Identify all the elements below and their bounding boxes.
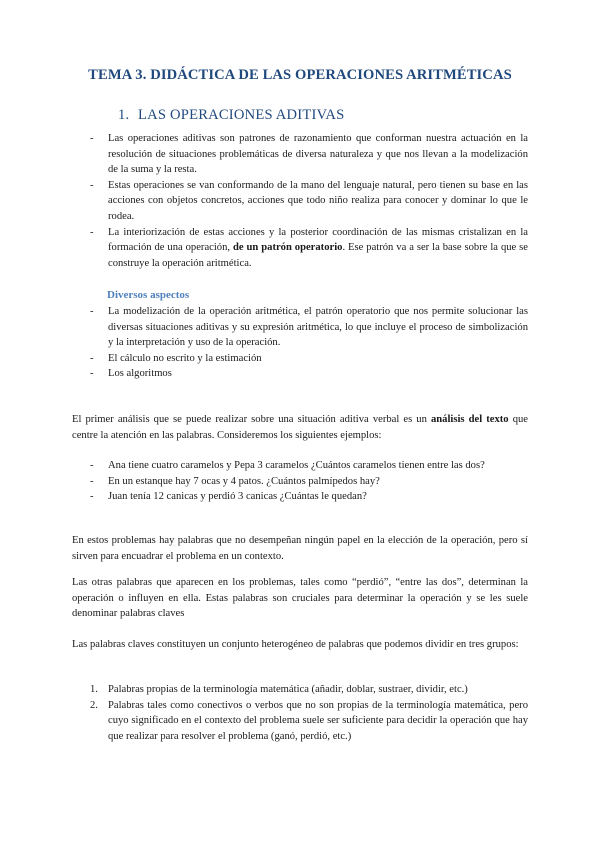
list-item: - Los algoritmos bbox=[90, 368, 172, 380]
section-heading-text: LAS OPERACIONES ADITIVAS bbox=[138, 107, 345, 123]
list-item: - Ana tiene cuatro caramelos y Pepa 3 caramelos ¿Cuántos caramelos tienen entre las dos? bbox=[90, 460, 485, 471]
list-item: - Estas operaciones se van conformando de la mano del lenguaje natural, pero tienen su base en las acciones con objetos concretos, acciones que todo niño realiza para conocer y dominar lo que le rodea. bbox=[90, 179, 528, 222]
bold-term: análisis del texto bbox=[430, 414, 509, 425]
groups-numbered-list bbox=[90, 682, 528, 744]
section-heading bbox=[118, 108, 344, 124]
list-item: 2. Palabras tales como conectivos o verbos que no son propias de la terminología matemática, pero cuyo significado en el contexto del problema suele ser suficiente para decidir la operación que hay que realizar para resolver el problema (ganó, perdió, etc.) bbox=[90, 699, 528, 742]
document-title: TEMA 3. DIDÁCTICA DE LAS OPERACIONES ARITMÉTICAS bbox=[88, 67, 512, 83]
list-item: - Juan tenía 12 canicas y perdió 3 canicas ¿Cuántas le quedan? bbox=[90, 491, 367, 503]
paragraph-context: En estos problemas hay palabras que no desempeñan ningún papel en la elección de la operación, pero sí sirven para encuadrar el problema en un contexto. bbox=[72, 535, 528, 562]
examples-list bbox=[90, 458, 528, 505]
paragraph-analysis: El primer análisis que se puede realizar sobre una situación aditiva verbal es un análisis del texto que centre la atención en las palabras. Consideremos los siguientes ejemplos: bbox=[72, 414, 528, 441]
list-item: - El cálculo no escrito y la estimación bbox=[90, 352, 262, 364]
list-item: - En un estanque hay 7 ocas y 4 patos. ¿Cuántos palmípedos hay? bbox=[90, 475, 380, 487]
bold-term: de un patrón operatorio bbox=[233, 242, 343, 254]
list-item: - La modelización de la operación aritmética, el patrón operatorio que nos permite solucionar las diversas situaciones aditivas y su expresión aritmética, lo que incluye el proceso de simbolización y la interpretación y uso de la operación. bbox=[90, 306, 528, 349]
subsection-heading: Diversos aspectos bbox=[107, 289, 190, 301]
paragraph-key-words: Las otras palabras que aparecen en los problemas, tales como “perdió”, “entre las dos”, determinan la operación o influyen en ella. Estas palabras son cruciales para determinar la operación y se les suele denominar palabras claves bbox=[72, 577, 528, 620]
list-item: - La interiorización de estas acciones y la posterior coordinación de las mismas cristalizan en la formación de una operación, de un patrón operatorio. Ese patrón va a ser la base sobre la que se construye la operación aritmética. bbox=[90, 226, 528, 269]
list-item: 1. Palabras propias de la terminología matemática (añadir, doblar, sustraer, dividir, etc.) bbox=[90, 684, 468, 695]
list-item: - Las operaciones aditivas son patrones de razonamiento que conforman nuestra actuación en la resolución de situaciones problemáticas de diversa naturaleza y que nos llevan a la modelización de la suma y la resta. bbox=[90, 133, 528, 176]
aditivas-bullet-list bbox=[90, 131, 528, 271]
aspectos-bullet-list bbox=[90, 304, 528, 382]
paragraph-groups-intro: Las palabras claves constituyen un conjunto heterogéneo de palabras que podemos dividir en tres grupos: bbox=[72, 639, 519, 650]
section-number: 1. bbox=[118, 107, 130, 123]
